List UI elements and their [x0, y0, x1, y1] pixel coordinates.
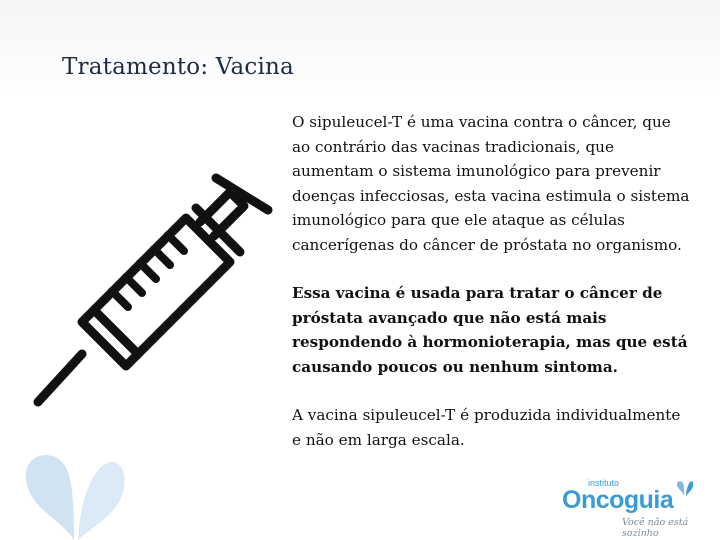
logo-tagline: Você não está sozinho — [622, 517, 689, 539]
logo-butterfly-icon — [676, 480, 694, 496]
logo-small-text: instituto — [588, 478, 620, 488]
syringe-icon — [30, 170, 280, 415]
paragraph-3: A vacina sipuleucel-T é produzida individualmente e não em larga escala. — [292, 406, 681, 449]
logo-main-text: Oncoguia — [562, 486, 674, 514]
butterfly-icon — [20, 448, 130, 540]
paragraph-1: O sipuleucel-T é uma vacina contra o câncer, que ao contrário das vacinas tradicionais, que aumentam o sistema imunológico para prevenir doenças infecciosas, esta vacina estimula o sistema imunológico para que ele ataque as células cancerígenas do câncer de próstata no organismo. — [292, 113, 690, 254]
oncoguia-logo — [560, 478, 710, 538]
slide-title: Tratamento: Vacina — [62, 54, 294, 80]
paragraph-2: Essa vacina é usada para tratar o câncer de próstata avançado que não está mais respondendo à hormonioterapia, mas que está causando poucos ou nenhum sintoma. — [292, 284, 688, 376]
body-text — [292, 110, 692, 476]
